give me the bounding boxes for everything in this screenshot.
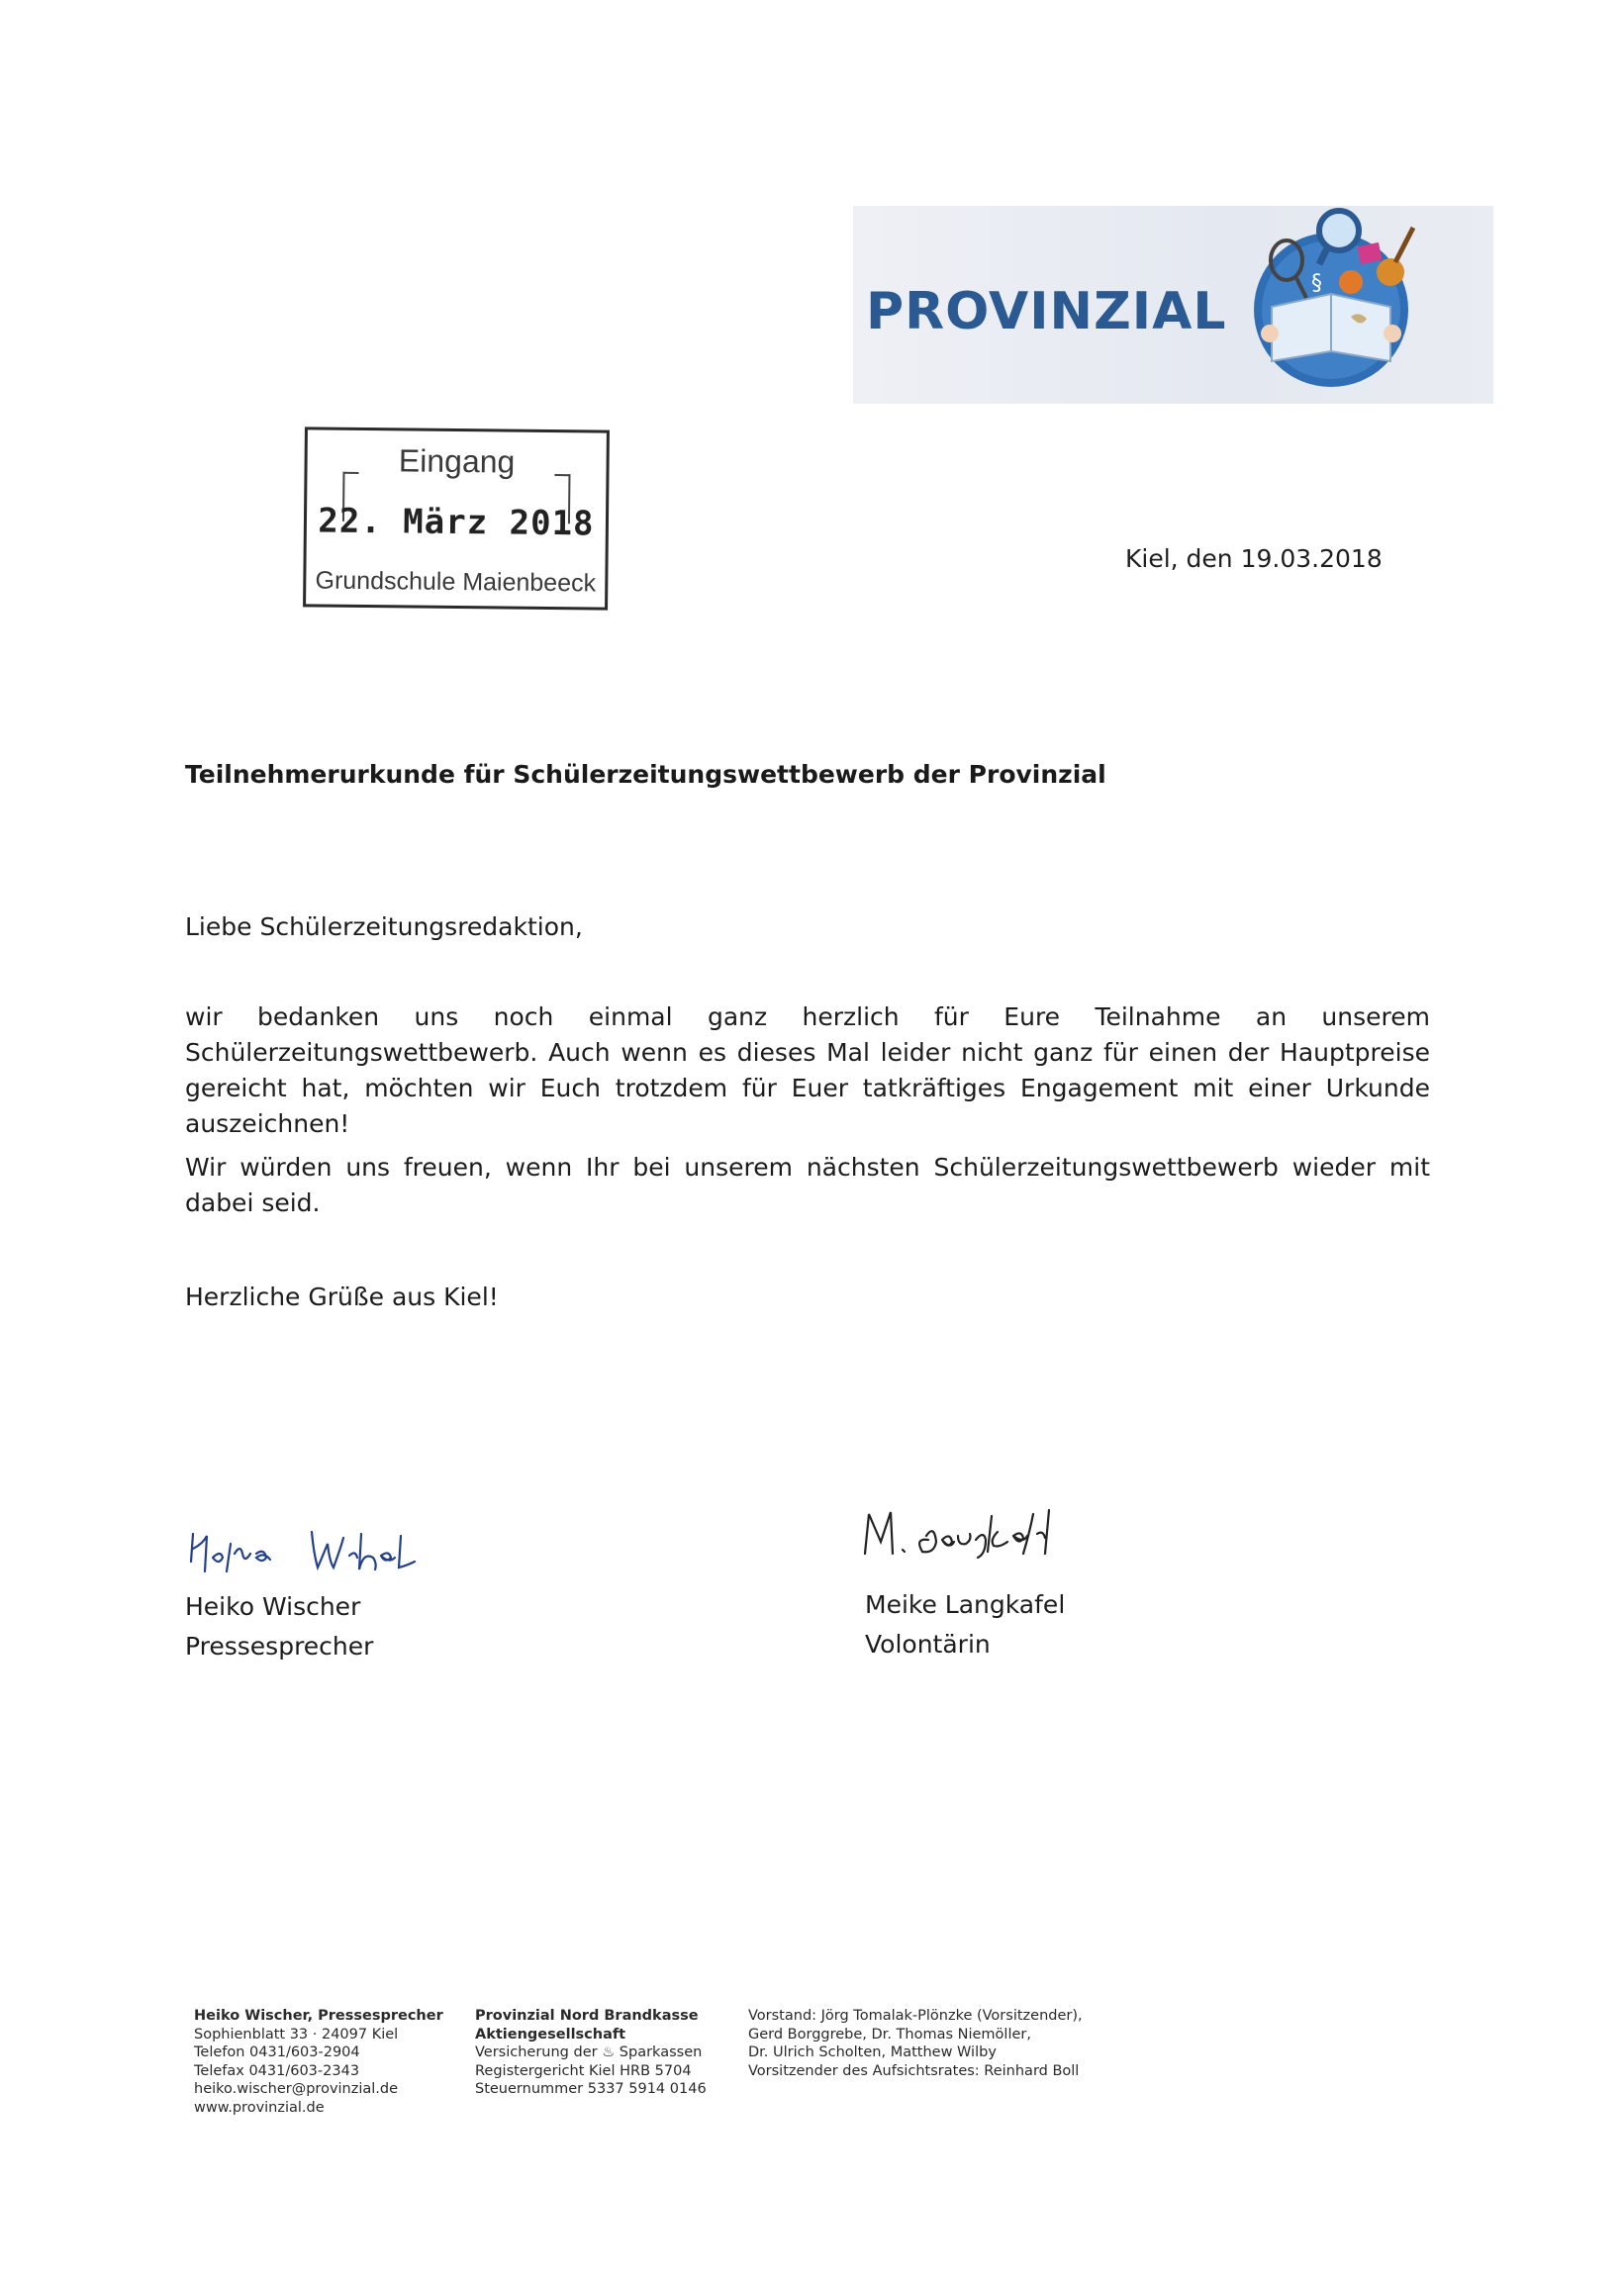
signatory-name-right: Meike Langkafel	[865, 1590, 1066, 1619]
stamp-date: 22. März 2018	[318, 501, 595, 544]
letter-salutation: Liebe Schülerzeitungsredaktion,	[185, 912, 583, 941]
letter-paragraph-1: wir bedanken uns noch einmal ganz herzlich für Eure Teilnahme an unserem Schülerzeitungswettbewerb. Auch wenn es dieses Mal leider nicht ganz für einen der Hauptpreise gereicht hat, möchten wir Euch trotzdem für Euer tatkräftiges Engagement mit einer Urkunde auszeichnen!	[185, 1002, 1430, 1138]
footer-website: www.provinzial.de	[194, 2099, 325, 2116]
brand-logo-text: PROVINZIAL	[866, 282, 1227, 341]
footer-tax-number: Steuernummer 5337 5914 0146	[475, 2081, 707, 2097]
stamp-school: Grundschule Maienbeeck	[315, 566, 597, 598]
signatory-name-left: Heiko Wischer	[185, 1592, 361, 1621]
svg-text:§: §	[1311, 271, 1322, 296]
footer-contact-heading: Heiko Wischer, Pressesprecher	[194, 2008, 443, 2024]
footer-fax: Telefax 0431/603-2343	[194, 2062, 360, 2079]
footer-board-line: Gerd Borggrebe, Dr. Thomas Niemöller,	[748, 2026, 1031, 2043]
letter-paragraph-2: Wir würden uns freuen, wenn Ihr bei unserem nächsten Schülerzeitungswettbewerb wieder mit dabei seid.	[185, 1153, 1430, 1217]
footer-email: heiko.wischer@provinzial.de	[194, 2081, 399, 2097]
footer-phone: Telefon 0431/603-2904	[194, 2044, 360, 2060]
signature-meike-langkafel	[859, 1496, 1126, 1566]
letter-subject: Teilnehmerurkunde für Schülerzeitungswettbewerb der Provinzial	[185, 760, 1106, 789]
letter-date: Kiel, den 19.03.2018	[1125, 544, 1383, 573]
letter-closing: Herzliche Grüße aus Kiel!	[185, 1283, 499, 1311]
brand-emblem-icon	[1232, 203, 1430, 401]
signature-heiko-wischer	[183, 1514, 470, 1583]
signatory-role-left: Pressesprecher	[185, 1632, 374, 1661]
footer-company-type: Aktiengesellschaft	[475, 2026, 626, 2043]
stamp-title: Eingang	[398, 442, 516, 480]
footer-supervisory-board: Vorsitzender des Aufsichtsrates: Reinhard Boll	[748, 2062, 1080, 2079]
footer-company	[475, 2007, 707, 2099]
footer-address: Sophienblatt 33 · 24097 Kiel	[194, 2026, 399, 2043]
incoming-mail-stamp	[303, 427, 610, 610]
footer-register: Registergericht Kiel HRB 5704	[475, 2062, 692, 2079]
signatory-role-right: Volontärin	[865, 1630, 991, 1659]
footer-company-line: Versicherung der ♨ Sparkassen	[475, 2044, 703, 2060]
footer-board	[748, 2007, 1083, 2080]
footer-company-name: Provinzial Nord Brandkasse	[475, 2008, 699, 2024]
footer-board-line: Dr. Ulrich Scholten, Matthew Wilby	[748, 2044, 997, 2060]
footer-board-line: Vorstand: Jörg Tomalak-Plönzke (Vorsitzender),	[748, 2008, 1083, 2024]
footer-contact	[194, 2007, 443, 2117]
